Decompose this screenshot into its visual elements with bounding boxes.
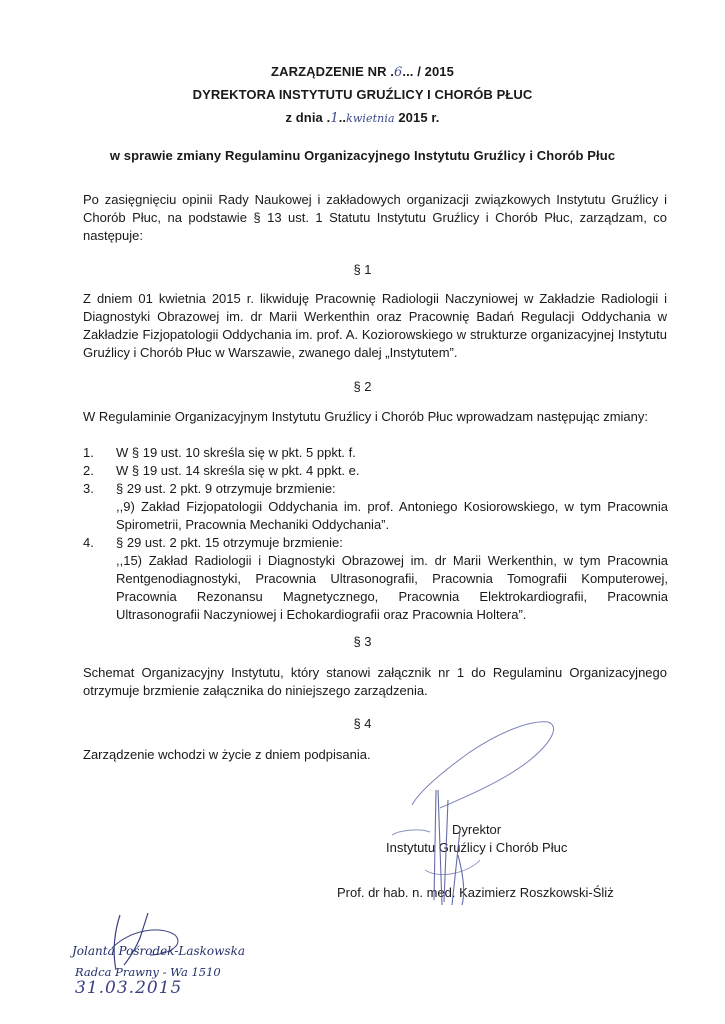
list-item-number: 4. bbox=[83, 535, 94, 550]
section-2-intro: W Regulaminie Organizacyjnym Instytutu Gruźlicy i Chorób Płuc wprowadzam następując zmiany: bbox=[83, 409, 648, 424]
order-number-suffix: ... / 2015 bbox=[402, 64, 454, 79]
stamp-date-handwritten: 31.03.2015 bbox=[75, 978, 183, 998]
list-item-text: W § 19 ust. 14 skreśla się w pkt. 4 ppkt. e. bbox=[116, 463, 360, 478]
stamp-title: Radca Prawny - Wa 1510 bbox=[75, 965, 221, 979]
order-number-prefix: ZARZĄDZENIE NR . bbox=[271, 64, 394, 79]
list-item-quote: ,,9) Zakład Fizjopatologii Oddychania im. prof. Antoniego Kosiorowskiego, w tym Pracownia Spirometrii, Pracownia Mechaniki Oddychania”. bbox=[116, 499, 668, 532]
list-item-text: § 29 ust. 2 pkt. 15 otrzymuje brzmienie: bbox=[116, 535, 343, 550]
list-item-number: 2. bbox=[83, 463, 94, 478]
order-number-handwritten: 6 bbox=[393, 65, 403, 80]
section-2-title: § 2 bbox=[353, 379, 372, 394]
list-item-text: § 29 ust. 2 pkt. 9 otrzymuje brzmienie: bbox=[116, 481, 336, 496]
signatory-role: Dyrektor bbox=[452, 822, 502, 837]
section-3-text: Schemat Organizacyjny Instytutu, który stanowi załącznik nr 1 do Regulaminu Organizacyjnego otrzymuje brzmienie załącznika do niniejszego zarządzenia. bbox=[83, 665, 667, 698]
order-date bbox=[0, 110, 725, 126]
section-4-title: § 4 bbox=[353, 716, 372, 731]
list-item-number: 1. bbox=[83, 445, 94, 460]
signatory-institution: Instytutu Gruźlicy i Chorób Płuc bbox=[386, 840, 568, 855]
order-day-handwritten: 1 bbox=[330, 111, 339, 126]
order-number bbox=[0, 64, 725, 80]
order-date-prefix: z dnia . bbox=[285, 110, 331, 125]
section-4-text: Zarządzenie wchodzi w życie z dniem podpisania. bbox=[83, 747, 371, 762]
list-item-text: W § 19 ust. 10 skreśla się w pkt. 5 ppkt. f. bbox=[116, 445, 356, 460]
order-month-handwritten: kwietnia bbox=[346, 112, 395, 125]
section-3-title: § 3 bbox=[353, 634, 372, 649]
stamp-name: Jolanta Pośrodek-Laskowska bbox=[72, 944, 246, 958]
list-item-quote: ,,15) Zakład Radiologii i Diagnostyki Obrazowej im. dr Marii Werkenthin, w tym Pracownia Rentgenodiagnostyki, Pracownia Ultrasonografii, Pracownia Tomografii Komputerowej, Pracownia Rezonansu Magnetycznego, Pracownia Elektrokardiografii, Pracownia Ultrasonografii Naczyniowej i Echokardiografii oraz Pracownia Holtera”. bbox=[116, 553, 668, 622]
section-1-title: § 1 bbox=[353, 262, 372, 277]
list-item-number: 3. bbox=[83, 481, 94, 496]
subject-line: w sprawie zmiany Regulaminu Organizacyjnego Instytutu Gruźlicy i Chorób Płuc bbox=[109, 148, 616, 163]
order-date-suffix: 2015 r. bbox=[394, 110, 440, 125]
issuer-title: DYREKTORA INSTYTUTU GRUŹLICY I CHORÓB PŁUC bbox=[192, 87, 533, 102]
signatory-name: Prof. dr hab. n. med. Kazimierz Roszkowski-Śliż bbox=[337, 885, 614, 900]
section-1-text: Z dniem 01 kwietnia 2015 r. likwiduję Pracownię Radiologii Naczyniowej w Zakładzie Radiologii i Diagnostyki Obrazowej im. dr Marii Werkenthin oraz Pracownię Badań Regulacji Oddychania w Zakładzie Fizjopatologii Oddychania im. prof. A. Koziorowskiego w strukturze organizacyjnej Instytutu Gruźlicy i Chorób Płuc w Warszawie, zwanego dalej „Instytutem”. bbox=[83, 291, 667, 360]
order-date-dots: .. bbox=[338, 110, 347, 125]
intro-paragraph: Po zasięgnięciu opinii Rady Naukowej i zakładowych organizacji związkowych Instytutu Gruźlicy i Chorób Płuc, na podstawie § 13 ust. 1 Statutu Instytutu Gruźlicy i Chorób Płuc, zarządzam, co następuje: bbox=[83, 192, 667, 243]
